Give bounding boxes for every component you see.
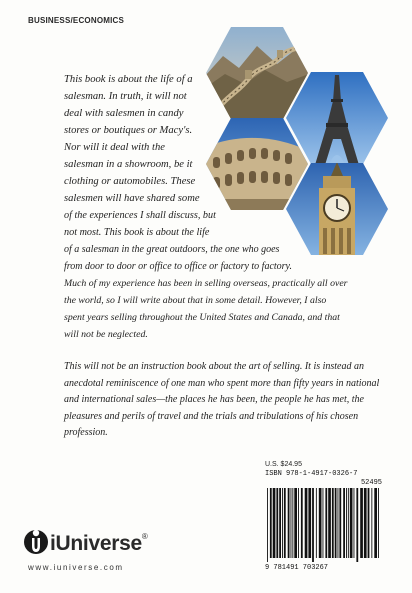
price-label: U.S. $24.95 [265, 461, 302, 468]
registered-mark: ® [141, 532, 148, 541]
blurb-line: salesmen will have shared some [64, 193, 200, 204]
blurb-line: of a salesman in the great outdoors, the one who goes [64, 244, 280, 255]
category-label: BUSINESS/ECONOMICS [28, 16, 125, 25]
blurb-line: will not be neglected. [64, 329, 148, 340]
barcode-digits: 9 781491 703267 [265, 564, 329, 572]
publisher-name-text: iUniverse [50, 532, 142, 555]
blurb-line: not most. This book is about the life [64, 227, 210, 238]
blurb-line: This book is about the life of a [64, 74, 193, 85]
barcode-supplement: 52495 [360, 479, 382, 487]
blurb-line: deal with salesmen in candy [64, 108, 184, 119]
blurb-line: Much of my experience has been in selling overseas, practically all over [64, 278, 348, 289]
publisher-website[interactable]: www.iuniverse.com [28, 563, 124, 572]
blurb-line: stores or boutiques or Macy's. [64, 125, 193, 136]
blurb-line: of the experiences I shall discuss, but [64, 210, 216, 221]
blurb-line: the world, so I will write about that in some detail. However, I also [64, 295, 327, 306]
publisher-name [50, 532, 147, 556]
isbn-barcode [265, 470, 382, 576]
blurb-line: from door to door or office to office or factory to factory. [64, 261, 292, 272]
blurb-line: salesman in a showroom, be it [64, 159, 193, 170]
barcode-bars [265, 488, 382, 562]
blurb-paragraph-2: This will not be an instruction book about the art of selling. It is instead an anecdotal reminiscence of one man who spent more than fifty years in national and international sales—the places he has been, the people he has met, the pleasures and perils of travel and the trials and tribulations of his chosen profession. [64, 361, 380, 438]
photo-big-ben [285, 162, 389, 256]
blurb-line: clothing or automobiles. These [64, 176, 196, 187]
iuniverse-logo-icon [22, 526, 50, 556]
blurb-line: spent years selling throughout the United States and Canada, and that [64, 312, 340, 323]
isbn-text: ISBN 978-1-4917-0326-7 [265, 470, 358, 478]
blurb-line: salesman. In truth, it will not [64, 91, 187, 102]
blurb-line: Nor will it deal with the [64, 142, 165, 153]
